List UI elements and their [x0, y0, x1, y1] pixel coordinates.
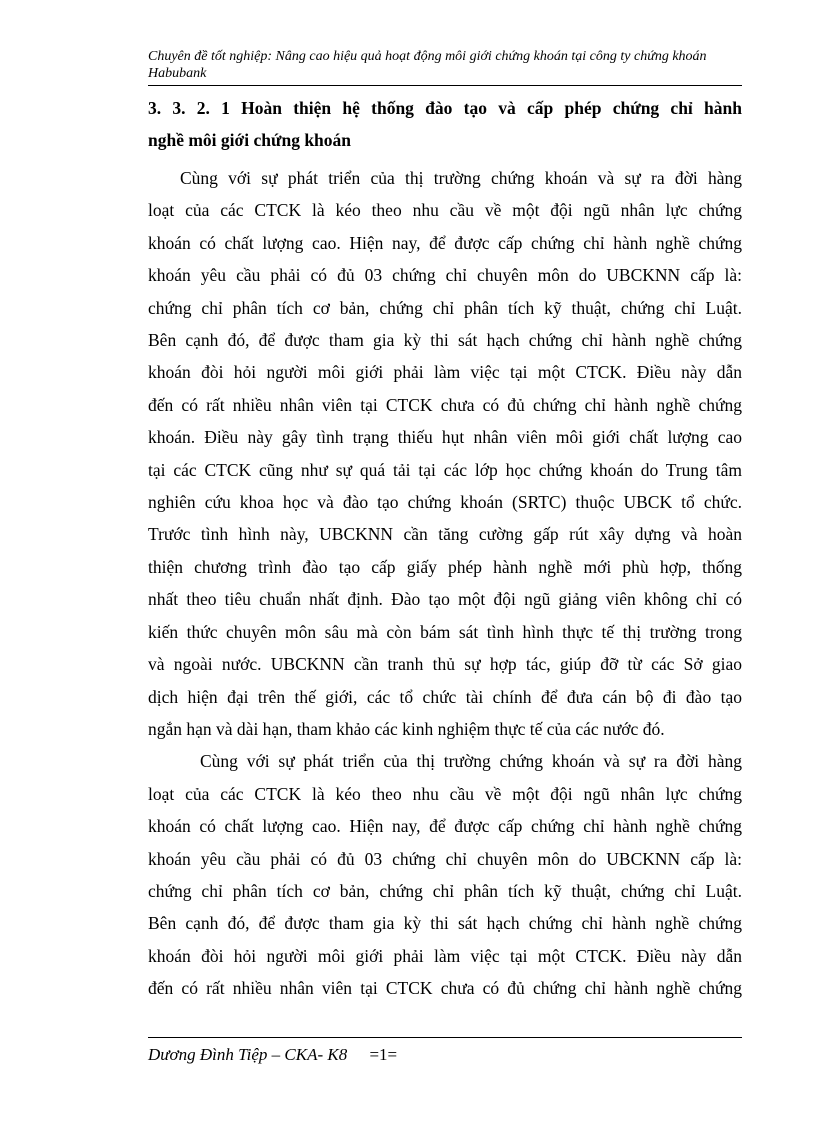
section-heading-line: nghề môi giới chứng khoán — [148, 130, 352, 150]
paragraph-line: dịch hiện đại trên thế giới, các tổ chức tài chính để đưa cán bộ đi đào tạo — [148, 686, 742, 707]
page-footer — [148, 1045, 397, 1065]
paragraph-line: khoán yêu cầu phải có đủ 03 chứng chỉ chuyên môn do UBCKNN cấp là: — [148, 848, 742, 869]
footer-author: Dương Đình Tiệp – CKA- K8 — [148, 1045, 348, 1064]
paragraph-2 — [148, 745, 742, 1004]
section-heading-line: 3. 3. 2. 1 Hoàn thiện hệ thống đào tạo và cấp phép chứng chỉ hành — [148, 98, 742, 118]
section-heading — [148, 92, 742, 156]
paragraph-line: khoán yêu cầu phải có đủ 03 chứng chỉ chuyên môn do UBCKNN cấp là: — [148, 265, 742, 286]
paragraph-line: chứng chỉ phân tích cơ bản, chứng chỉ phân tích kỹ thuật, chứng chỉ Luật. — [148, 880, 742, 901]
paragraph-line: ngắn hạn và dài hạn, tham khảo các kinh nghiệm thực tế của các nước đó. — [148, 718, 665, 739]
document-body — [148, 92, 742, 1005]
paragraph-line: loạt của các CTCK là kéo theo nhu cầu về một đội ngũ nhân lực chứng — [148, 783, 742, 804]
paragraph-line: khoán có chất lượng cao. Hiện nay, để được cấp chứng chỉ hành nghề chứng — [148, 816, 742, 837]
paragraph-line: loạt của các CTCK là kéo theo nhu cầu về một đội ngũ nhân lực chứng — [148, 200, 742, 221]
paragraph-line: Bên cạnh đó, để được tham gia kỳ thi sát hạch chứng chỉ hành nghề chứng — [148, 913, 742, 934]
paragraph-line: nghiên cứu khoa học và đào tạo chứng khoán (SRTC) thuộc UBCK tổ chức. — [148, 492, 742, 513]
paragraph-line: kiến thức chuyên môn sâu mà còn bám sát tình hình thực tế thị trường trong — [148, 621, 742, 642]
paragraph-line: chứng chỉ phân tích cơ bản, chứng chỉ phân tích kỹ thuật, chứng chỉ Luật. — [148, 297, 742, 318]
header-title: Chuyên đề tốt nghiệp: Nâng cao hiệu quả hoạt động môi giới chứng khoán tại công ty chứng khoán Habubank — [148, 49, 707, 81]
paragraph-1 — [148, 162, 742, 745]
paragraph-line: khoán đòi hỏi người môi giới phải làm việc tại một CTCK. Điều này dẫn — [148, 362, 742, 383]
paragraph-line: Trước tình hình này, UBCKNN cần tăng cường gấp rút xây dựng và hoàn — [148, 524, 742, 545]
paragraph-line: Cùng với sự phát triển của thị trường chứng khoán và sự ra đời hàng — [180, 168, 742, 188]
paragraph-line: khoán. Điều này gây tình trạng thiếu hụt nhân viên môi giới chất lượng cao — [148, 427, 742, 448]
paragraph-line: và ngoài nước. UBCKNN cần tranh thủ sự hợp tác, giúp đỡ từ các Sở giao — [148, 654, 742, 675]
paragraph-line: Cùng với sự phát triển của thị trường chứng khoán và sự ra đời hàng — [200, 751, 742, 772]
footer-divider — [148, 1037, 742, 1038]
paragraph-line: tại các CTCK cũng như sự quá tải tại các lớp học chứng khoán do Trung tâm — [148, 459, 742, 480]
page-number: =1= — [369, 1045, 398, 1064]
paragraph-line: khoán đòi hỏi người môi giới phải làm việc tại một CTCK. Điều này dẫn — [148, 945, 742, 966]
paragraph-line: đến có rất nhiều nhân viên tại CTCK chưa có đủ chứng chỉ hành nghề chứng — [148, 394, 742, 415]
paragraph-line: thiện chương trình đào tạo cấp giấy phép hành nghề mới phù hợp, thống — [148, 556, 742, 577]
paragraph-line: đến có rất nhiều nhân viên tại CTCK chưa có đủ chứng chỉ hành nghề chứng — [148, 978, 742, 999]
paragraph-line: khoán có chất lượng cao. Hiện nay, để được cấp chứng chỉ hành nghề chứng — [148, 232, 742, 253]
paragraph-line: Bên cạnh đó, để được tham gia kỳ thi sát hạch chứng chỉ hành nghề chứng — [148, 330, 742, 351]
page-header — [148, 48, 742, 86]
paragraph-line: nhất theo tiêu chuẩn nhất định. Đào tạo một đội ngũ giảng viên không chỉ có — [148, 589, 742, 610]
